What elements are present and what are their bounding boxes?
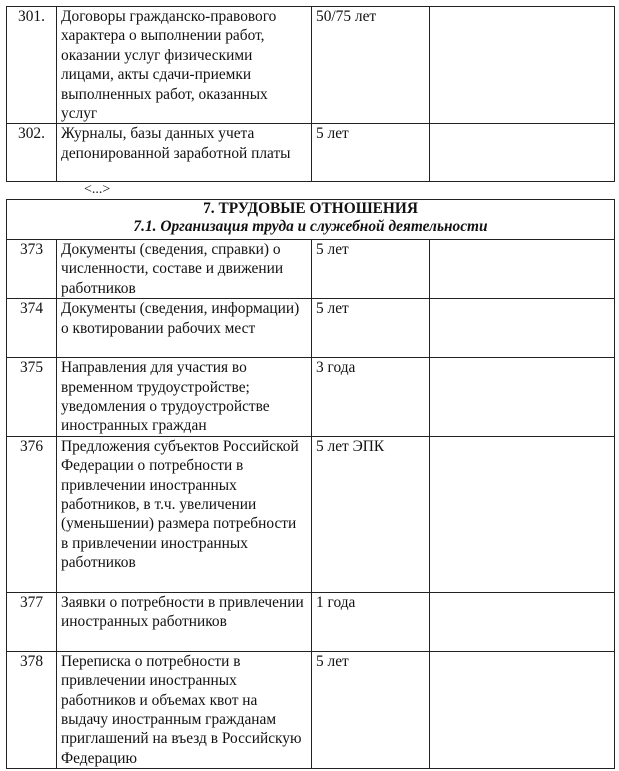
retention-term: 1 года <box>312 592 430 651</box>
note-cell <box>430 240 615 299</box>
document-name: Договоры гражданско-правового характера о выполнении работ, оказании услуг физическими лицами, акты сдачи-приемки выполненных работ, оказанных услуг <box>57 7 312 124</box>
retention-term: 5 лет <box>312 299 430 358</box>
subsection-title: 7.1. Организация труда и служебной деятельности <box>133 218 488 235</box>
omission-marker: <...> <box>84 182 111 197</box>
retention-term: 5 лет ЭПК <box>312 436 430 592</box>
retention-table-top <box>6 6 615 182</box>
table-row <box>7 240 615 299</box>
document-name: Предложения субъектов Российской Федерации о потребности в привлечении иностранных работников, в т.ч. увеличении (уменьшении) размера потребности в привлечении иностранных работников <box>57 436 312 592</box>
row-number: 302. <box>7 124 57 182</box>
table-row <box>7 299 615 358</box>
note-cell <box>430 436 615 592</box>
note-cell <box>430 358 615 437</box>
section-header <box>7 200 615 240</box>
retention-term: 50/75 лет <box>312 7 430 124</box>
document-name: Переписка о потребности в привлечении иностранных работников и объемах квот на выдачу иностранным гражданам приглашений на въезд в Российскую Федерацию <box>57 651 312 768</box>
row-number: 375 <box>7 358 57 437</box>
note-cell <box>430 124 615 182</box>
row-number: 373 <box>7 240 57 299</box>
note-cell <box>430 651 615 768</box>
row-number: 377 <box>7 592 57 651</box>
table-row <box>7 592 615 651</box>
note-cell <box>430 299 615 358</box>
row-number: 378 <box>7 651 57 768</box>
section-title: 7. ТРУДОВЫЕ ОТНОШЕНИЯ <box>203 200 418 217</box>
retention-table-section <box>6 199 615 769</box>
section-header-row <box>7 200 615 240</box>
note-cell <box>430 592 615 651</box>
document-name: Заявки о потребности в привлечении иностранных работников <box>57 592 312 651</box>
retention-term: 3 года <box>312 358 430 437</box>
table-row <box>7 436 615 592</box>
retention-term: 5 лет <box>312 124 430 182</box>
table-row <box>7 651 615 768</box>
document-name: Документы (сведения, информации) о квотировании рабочих мест <box>57 299 312 358</box>
row-number: 374 <box>7 299 57 358</box>
retention-term: 5 лет <box>312 240 430 299</box>
row-number: 301. <box>7 7 57 124</box>
note-cell <box>430 7 615 124</box>
table-row <box>7 124 615 182</box>
document-name: Направления для участия во временном трудоустройстве; уведомления о трудоустройстве иностранных граждан <box>57 358 312 437</box>
document-name: Документы (сведения, справки) о численности, составе и движении работников <box>57 240 312 299</box>
table-row <box>7 7 615 124</box>
retention-term: 5 лет <box>312 651 430 768</box>
row-number: 376 <box>7 436 57 592</box>
table-row <box>7 358 615 437</box>
document-name: Журналы, базы данных учета депонированной заработной платы <box>57 124 312 182</box>
